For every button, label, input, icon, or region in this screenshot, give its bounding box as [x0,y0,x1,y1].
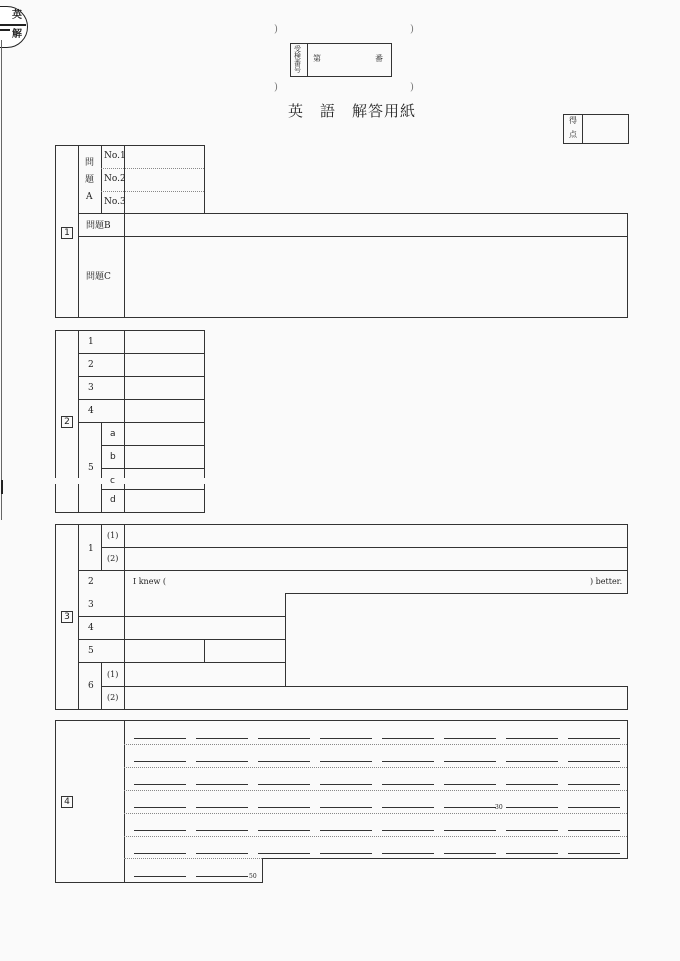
s3-q5-label: 5 [88,646,94,656]
score-label-top: 得 [569,116,577,125]
s4-word-blank[interactable] [196,738,248,739]
s4-count-50: 50 [249,873,257,880]
s4-word-blank[interactable] [382,738,434,739]
s3-q6-sub2: (2) [107,693,119,702]
s4-word-blank[interactable] [134,807,186,808]
corner-label-bottom: 解 [12,29,22,40]
s2-answer-4[interactable] [126,401,203,421]
left-edge-rule [1,40,2,520]
s4-word-blank[interactable] [320,853,372,854]
s4-word-blank[interactable] [444,761,496,762]
s4-word-blank[interactable] [134,830,186,831]
s4-word-blank[interactable] [134,876,186,877]
s2-answer-5b[interactable] [126,447,203,467]
s2-q5-c: c [110,476,115,483]
corner-label-top: 英 [12,10,22,21]
s2-q5-d: d [110,495,116,505]
s2-answer-3[interactable] [126,378,203,398]
s2-q5-a: a [110,429,116,439]
s3-answer-3[interactable] [126,595,284,615]
s4-word-blank[interactable] [568,738,620,739]
s3-q6-sub1: (1) [107,670,119,679]
s3-answer-6-1[interactable] [126,664,284,685]
exam-id-label: 受検番号 [294,45,301,74]
s4-word-blank[interactable] [568,784,620,785]
s2-q5-label: 5 [88,463,94,473]
s1-answer-b[interactable] [126,215,626,235]
s2-row-1: 1 [88,337,94,347]
s3-q1-sub1: (1) [107,531,119,540]
s1-a-no3: No.3 [104,197,126,207]
s4-count-30: 30 [495,804,503,811]
s3-answer-6-2[interactable] [126,688,626,708]
s3-q1-label: 1 [88,544,94,554]
score-label-bottom: 点 [569,130,577,139]
s1-answer-a3[interactable] [126,193,203,212]
s1-answer-a2[interactable] [126,170,203,190]
s4-word-blank[interactable] [444,738,496,739]
exam-id-suffix: 番 [375,54,383,63]
s4-word-blank[interactable] [196,876,248,877]
s3-answer-1-2[interactable] [126,549,626,569]
section-2-number: 2 [61,416,73,428]
s4-word-blank[interactable] [382,830,434,831]
s2-row-2: 2 [88,360,94,370]
s4-word-blank[interactable] [320,761,372,762]
s3-answer-4[interactable] [126,618,284,638]
s3-q3-label: 3 [88,600,94,610]
s3-q6-label: 6 [88,681,94,691]
s4-word-blank[interactable] [196,853,248,854]
s1-a-no1: No.1 [104,151,126,161]
s4-word-blank[interactable] [320,807,372,808]
s1-group-a-char2: 題 [85,175,95,185]
score-input[interactable] [584,115,627,142]
section-4-number: 4 [61,796,73,808]
s4-word-blank[interactable] [568,830,620,831]
s4-word-blank[interactable] [506,830,558,831]
exam-id-prefix: 第 [313,54,321,63]
s4-word-blank[interactable] [568,807,620,808]
s2-answer-1[interactable] [126,332,203,352]
s4-word-blank[interactable] [196,807,248,808]
s3-answer-1-1[interactable] [126,526,626,546]
s4-word-blank[interactable] [258,784,310,785]
s4-word-blank[interactable] [134,761,186,762]
s4-word-blank[interactable] [444,853,496,854]
s1-answer-a1[interactable] [126,147,203,167]
s4-word-blank[interactable] [320,738,372,739]
s4-word-blank[interactable] [506,761,558,762]
s4-word-blank[interactable] [444,784,496,785]
s3-answer-5[interactable] [126,641,203,661]
s1-b-label: 問題B [86,221,111,231]
s3-answer-2[interactable] [180,572,580,592]
s4-word-blank[interactable] [444,807,496,808]
s4-word-blank[interactable] [134,738,186,739]
s4-word-blank[interactable] [320,830,372,831]
s1-answer-c[interactable] [126,238,626,316]
s4-word-blank[interactable] [382,784,434,785]
s4-word-blank[interactable] [320,784,372,785]
s4-word-blank[interactable] [568,761,620,762]
s4-word-blank[interactable] [258,738,310,739]
s4-word-blank[interactable] [506,738,558,739]
s1-a-no2: No.2 [104,174,126,184]
section-1-number: 1 [61,227,73,239]
s3-q2-label: 2 [88,577,94,587]
s4-word-blank[interactable] [258,761,310,762]
s4-word-blank[interactable] [506,784,558,785]
s1-c-label: 問題C [86,272,111,282]
s4-word-blank[interactable] [196,761,248,762]
s4-word-blank[interactable] [134,784,186,785]
s2-row-4: 4 [88,406,94,416]
section-3-number: 3 [61,611,73,623]
s4-word-blank[interactable] [258,830,310,831]
s4-word-blank[interactable] [258,853,310,854]
s2-row-3: 3 [88,383,94,393]
s2-q5-b: b [110,452,116,462]
s3-q1-sub2: (2) [107,554,119,563]
s1-group-a-char1: 問 [85,158,95,168]
s4-word-blank[interactable] [196,830,248,831]
s3-q4-label: 4 [88,623,94,633]
s4-word-blank[interactable] [134,853,186,854]
s4-word-blank[interactable] [382,761,434,762]
s4-word-blank[interactable] [196,784,248,785]
s2-answer-5d[interactable] [126,491,203,511]
s4-word-blank[interactable] [382,807,434,808]
s4-word-blank[interactable] [444,830,496,831]
s4-word-blank[interactable] [382,853,434,854]
s4-word-blank[interactable] [506,853,558,854]
s1-group-a-char3: A [86,192,93,202]
s2-answer-2[interactable] [126,355,203,375]
s4-word-blank[interactable] [258,807,310,808]
s2-answer-5a[interactable] [126,424,203,444]
s3-q2-prefix: I knew ( [133,577,166,586]
s4-word-blank[interactable] [568,853,620,854]
page-title: 英 語 解答用紙 [288,102,417,120]
s4-word-blank[interactable] [506,807,558,808]
s3-q2-suffix: ) better. [590,577,623,586]
